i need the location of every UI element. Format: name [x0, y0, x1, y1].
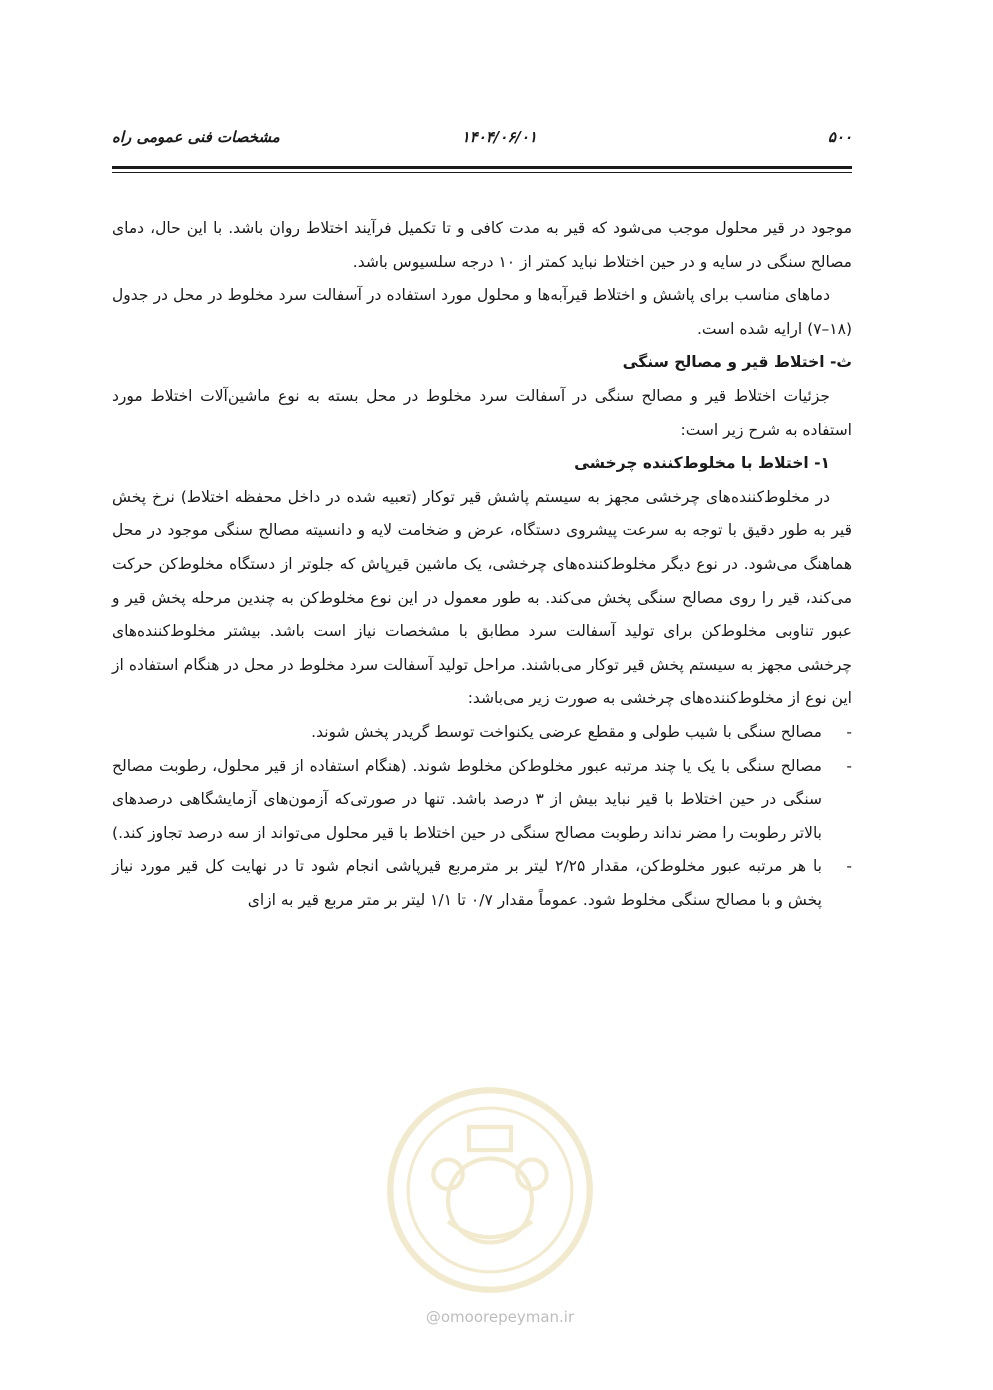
- watermark-text: @omoorepeyman.ir: [425, 1308, 575, 1326]
- list-item-text: مصالح سنگی با یک یا چند مرتبه عبور مخلوط‌کن مخلوط شوند. (هنگام استفاده از قیر محلول، رطوبت مصالح سنگی در حین اختلاط با قیر نباید بیش از ۳ درصد باشد. تنها در صورتی‌که آزمون‌های آزمایشگاهی درصدهای بالاتر رطوبت را مضر نداند رطوبت مصالح سنگی در حین اختلاط با قیر محلول می‌تواند از سه درصد تجاوز کند.): [112, 756, 822, 842]
- header-rule-thick: [112, 166, 852, 169]
- paragraph: موجود در قیر محلول موجب می‌شود که قیر به مدت کافی و تا تکمیل فرآیند اختلاط روان باشد. با این حال، دمای مصالح سنگی در سایه و در حین اختلاط نباید کمتر از ۱۰ درجه سلسیوس باشد.: [112, 219, 852, 271]
- page-number: ۵۰۰: [827, 128, 852, 146]
- section-heading: ث- اختلاط قیر و مصالح سنگی: [622, 353, 852, 372]
- list-item-text: با هر مرتبه عبور مخلوط‌کن، مقدار ۲/۲۵ لیتر بر مترمربع قیرپاشی انجام شود تا در نهایت کل قیر مورد نیاز پخش و با مصالح سنگی مخلوط شود. عموماً مقدار ۰/۷ تا ۱/۱ لیتر بر متر مربع قیر به ازای: [112, 857, 822, 909]
- list-item-text: مصالح سنگی با شیب طولی و مقطع عرضی یکنواخت توسط گریدر پخش شوند.: [311, 722, 822, 741]
- subsection-heading: ۱- اختلاط با مخلوط‌کننده چرخشی: [574, 454, 830, 473]
- bullet-marker: -: [846, 756, 852, 775]
- list-item: [112, 716, 852, 750]
- paragraph: جزئیات اختلاط قیر و مصالح سنگی در آسفالت سرد مخلوط در محل بسته به نوع ماشین‌آلات اختلاط مورد استفاده به شرح زیر است:: [112, 386, 852, 439]
- list-item: [112, 850, 852, 917]
- list-item: [112, 750, 852, 851]
- page-content: [112, 212, 852, 917]
- paragraph: در مخلوط‌کننده‌های چرخشی مجهز به سیستم پاشش قیر توکار (تعبیه شده در داخل محفظه اختلاط) نرخ پخش قیر به طور دقیق با توجه به سرعت پیشروی دستگاه، عرض و ضخامت لایه و دانسیته مصالح سنگی موجود در محل هماهنگ می‌شود. در نوع دیگر مخلوط‌کننده‌های چرخشی، یک ماشین قیرپاش که جلوتر از دستگاه مخلوط‌کن حرکت می‌کند، قیر را روی مصالح سنگی پخش می‌کند. به طور معمول در این نوع مخلوط‌کن به چندین مرحله پخش قیر و عبور تناوبی مخلوط‌کن برای تولید آسفالت سرد مطابق با مشخصات نیاز است باشد. بیشتر مخلوط‌کننده‌های چرخشی مجهز به سیستم پخش قیر توکار می‌باشند. مراحل تولید آسفالت سرد مخلوط در محل در هنگام استفاده از این نوع از مخلوط‌کننده‌های چرخشی به صورت زیر می‌باشد:: [112, 487, 852, 708]
- paragraph: دماهای مناسب برای پاشش و اختلاط قیرآبه‌ها و محلول مورد استفاده در آسفالت سرد مخلوط در محل در جدول (۱۸–۷) ارایه شده است.: [112, 286, 852, 338]
- bullet-marker: -: [846, 722, 852, 741]
- header-rule-thin: [112, 172, 852, 173]
- page-header: [112, 128, 852, 154]
- bullet-list: [112, 716, 852, 918]
- header-date: ۱۴۰۴/۰۶/۰۱: [461, 128, 537, 146]
- header-title: مشخصات فنی عمومی راه: [112, 128, 280, 146]
- bullet-marker: -: [846, 857, 852, 876]
- watermark-seal-icon: [385, 1085, 595, 1295]
